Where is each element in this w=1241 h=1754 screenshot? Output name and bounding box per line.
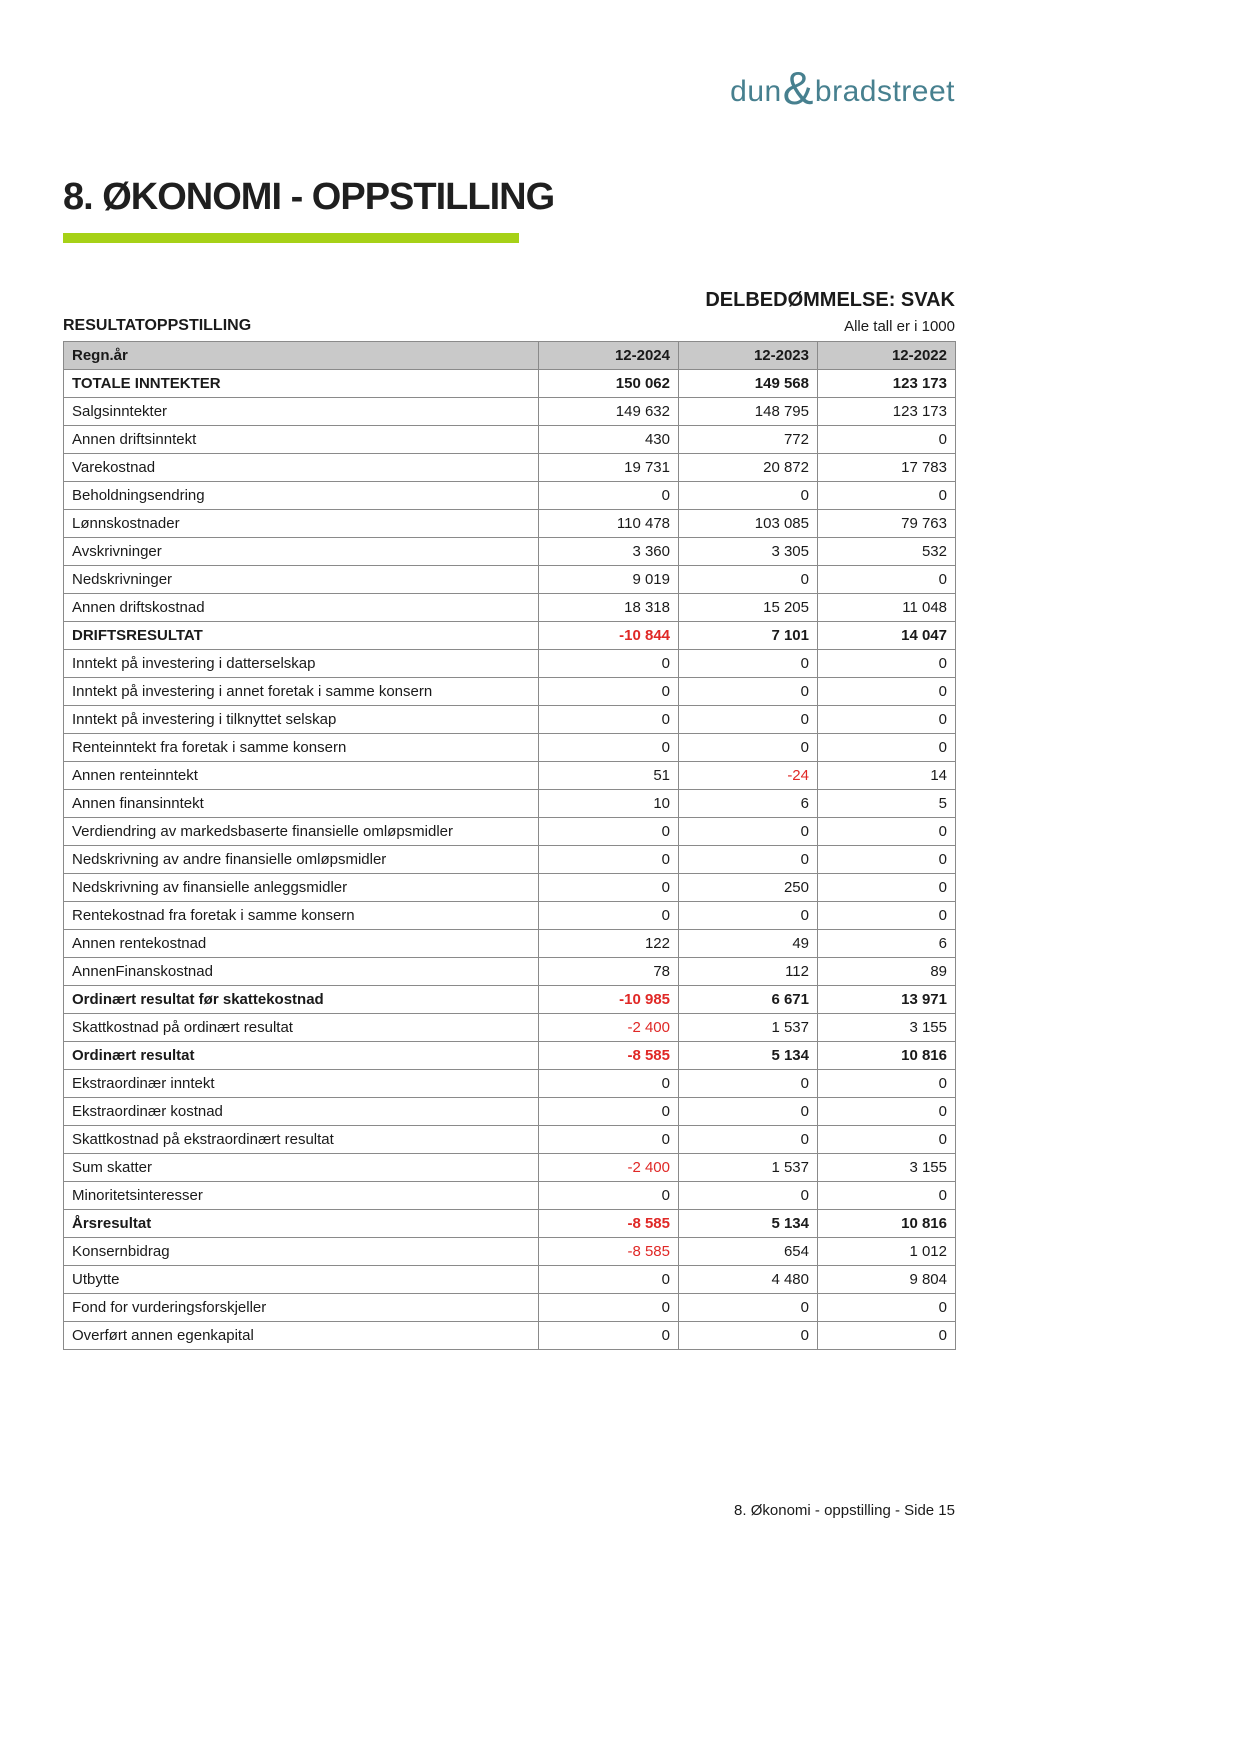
results-table (63, 341, 956, 1350)
cell-value: 0 (818, 650, 956, 678)
table-row (64, 930, 956, 958)
cell-value: 7 101 (679, 622, 818, 650)
row-label: Utbytte (64, 1266, 539, 1294)
cell-value: 148 795 (679, 398, 818, 426)
logo-word-bradstreet: bradstreet (814, 75, 955, 108)
table-header (64, 342, 956, 370)
cell-value: 0 (539, 1294, 679, 1322)
table-row (64, 846, 956, 874)
table-row (64, 538, 956, 566)
table-row (64, 734, 956, 762)
table-body (64, 370, 956, 1350)
table-row (64, 874, 956, 902)
cell-value: 78 (539, 958, 679, 986)
table-row (64, 1042, 956, 1070)
cell-value: 5 134 (679, 1210, 818, 1238)
table-row (64, 790, 956, 818)
row-label: Avskrivninger (64, 538, 539, 566)
table-row (64, 706, 956, 734)
table-row (64, 986, 956, 1014)
header-row (64, 342, 956, 370)
cell-value: 14 (818, 762, 956, 790)
row-label: Annen rentekostnad (64, 930, 539, 958)
row-label: Renteinntekt fra foretak i samme konsern (64, 734, 539, 762)
cell-value: 0 (539, 482, 679, 510)
row-label: Minoritetsinteresser (64, 1182, 539, 1210)
page-footer: 8. Økonomi - oppstilling - Side 15 (734, 1502, 955, 1519)
cell-value: 0 (539, 1098, 679, 1126)
cell-value: 0 (818, 902, 956, 930)
cell-value: 0 (818, 1070, 956, 1098)
logo-row (63, 62, 955, 114)
cell-value: 0 (818, 874, 956, 902)
cell-value: 250 (679, 874, 818, 902)
cell-value: 1 012 (818, 1238, 956, 1266)
row-label: Annen finansinntekt (64, 790, 539, 818)
cell-value: 3 155 (818, 1014, 956, 1042)
cell-value: 79 763 (818, 510, 956, 538)
table-row (64, 1210, 956, 1238)
cell-value: 0 (539, 846, 679, 874)
cell-value: -8 585 (539, 1042, 679, 1070)
cell-value: 5 134 (679, 1042, 818, 1070)
cell-value: 0 (679, 678, 818, 706)
cell-value: 6 (818, 930, 956, 958)
row-label: Nedskrivning av finansielle anleggsmidler (64, 874, 539, 902)
logo-word-dun: dun (730, 75, 782, 108)
cell-value: 51 (539, 762, 679, 790)
cell-value: -10 844 (539, 622, 679, 650)
table-caption-row (63, 317, 955, 335)
logo-ampersand-icon: & (782, 62, 814, 114)
column-header-year: 12-2024 (539, 342, 679, 370)
cell-value: 0 (679, 1098, 818, 1126)
cell-value: 4 480 (679, 1266, 818, 1294)
column-header-label: Regn.år (64, 342, 539, 370)
row-label: Ordinært resultat før skattekostnad (64, 986, 539, 1014)
table-row (64, 1014, 956, 1042)
assessment-label: DELBEDØMMELSE: SVAK (705, 289, 955, 311)
cell-value: 0 (818, 1098, 956, 1126)
cell-value: 110 478 (539, 510, 679, 538)
row-label: Inntekt på investering i tilknyttet selskap (64, 706, 539, 734)
row-label: DRIFTSRESULTAT (64, 622, 539, 650)
table-row (64, 454, 956, 482)
row-label: Varekostnad (64, 454, 539, 482)
cell-value: 0 (539, 650, 679, 678)
table-row (64, 622, 956, 650)
cell-value: 150 062 (539, 370, 679, 398)
cell-value: 0 (679, 902, 818, 930)
cell-value: 0 (818, 1322, 956, 1350)
table-row (64, 1238, 956, 1266)
cell-value: 0 (818, 1182, 956, 1210)
cell-value: 149 632 (539, 398, 679, 426)
cell-value: 0 (539, 902, 679, 930)
cell-value: 0 (818, 566, 956, 594)
title-accent-bar (63, 233, 519, 243)
cell-value: 14 047 (818, 622, 956, 650)
cell-value: 19 731 (539, 454, 679, 482)
cell-value: 103 085 (679, 510, 818, 538)
cell-value: 0 (818, 818, 956, 846)
cell-value: 3 360 (539, 538, 679, 566)
cell-value: 6 (679, 790, 818, 818)
table-row (64, 1322, 956, 1350)
cell-value: 0 (818, 678, 956, 706)
cell-value: -10 985 (539, 986, 679, 1014)
row-label: Nedskrivninger (64, 566, 539, 594)
row-label: AnnenFinanskostnad (64, 958, 539, 986)
cell-value: 9 019 (539, 566, 679, 594)
cell-value: 0 (818, 706, 956, 734)
cell-value: 49 (679, 930, 818, 958)
row-label: Annen driftskostnad (64, 594, 539, 622)
cell-value: 0 (679, 1294, 818, 1322)
cell-value: 5 (818, 790, 956, 818)
cell-value: 9 804 (818, 1266, 956, 1294)
cell-value: 532 (818, 538, 956, 566)
table-row (64, 1098, 956, 1126)
table-row (64, 678, 956, 706)
table-row (64, 1294, 956, 1322)
table-row (64, 762, 956, 790)
cell-value: 0 (818, 734, 956, 762)
cell-value: 0 (539, 1266, 679, 1294)
cell-value: 0 (679, 1070, 818, 1098)
units-note: Alle tall er i 1000 (844, 318, 955, 335)
cell-value: 0 (679, 706, 818, 734)
row-label: Årsresultat (64, 1210, 539, 1238)
table-row (64, 1266, 956, 1294)
cell-value: 0 (539, 706, 679, 734)
cell-value: 0 (679, 1322, 818, 1350)
table-row (64, 902, 956, 930)
cell-value: 0 (539, 874, 679, 902)
column-header-year: 12-2022 (818, 342, 956, 370)
cell-value: 654 (679, 1238, 818, 1266)
cell-value: 0 (818, 1294, 956, 1322)
cell-value: -8 585 (539, 1210, 679, 1238)
cell-value: 0 (818, 426, 956, 454)
row-label: Rentekostnad fra foretak i samme konsern (64, 902, 539, 930)
table-row (64, 482, 956, 510)
cell-value: 15 205 (679, 594, 818, 622)
table-row (64, 426, 956, 454)
cell-value: 0 (679, 818, 818, 846)
row-label: Ekstraordinær inntekt (64, 1070, 539, 1098)
row-label: Inntekt på investering i datterselskap (64, 650, 539, 678)
row-label: Overført annen egenkapital (64, 1322, 539, 1350)
row-label: Nedskrivning av andre finansielle omløpsmidler (64, 846, 539, 874)
row-label: Ordinært resultat (64, 1042, 539, 1070)
cell-value: 0 (679, 1126, 818, 1154)
cell-value: 6 671 (679, 986, 818, 1014)
table-row (64, 370, 956, 398)
row-label: Salgsinntekter (64, 398, 539, 426)
page-title: 8. ØKONOMI - OPPSTILLING (63, 176, 555, 218)
cell-value: 1 537 (679, 1154, 818, 1182)
cell-value: 0 (818, 846, 956, 874)
row-label: Sum skatter (64, 1154, 539, 1182)
table-row (64, 1126, 956, 1154)
row-label: Verdiendring av markedsbaserte finansielle omløpsmidler (64, 818, 539, 846)
cell-value: 1 537 (679, 1014, 818, 1042)
cell-value: 0 (539, 734, 679, 762)
cell-value: 0 (679, 734, 818, 762)
cell-value: 123 173 (818, 398, 956, 426)
table-row (64, 566, 956, 594)
table-row (64, 594, 956, 622)
table-row (64, 958, 956, 986)
table-row (64, 398, 956, 426)
row-label: Inntekt på investering i annet foretak i samme konsern (64, 678, 539, 706)
table-row (64, 510, 956, 538)
cell-value: 3 155 (818, 1154, 956, 1182)
table-row (64, 1154, 956, 1182)
cell-value: 18 318 (539, 594, 679, 622)
table-row (64, 650, 956, 678)
cell-value: 0 (679, 650, 818, 678)
row-label: Beholdningsendring (64, 482, 539, 510)
cell-value: 0 (679, 566, 818, 594)
cell-value: 10 816 (818, 1210, 956, 1238)
table-row (64, 1182, 956, 1210)
row-label: Annen renteinntekt (64, 762, 539, 790)
row-label: Konsernbidrag (64, 1238, 539, 1266)
page-content (63, 0, 955, 1350)
row-label: Skattkostnad på ekstraordinært resultat (64, 1126, 539, 1154)
cell-value: 0 (539, 1322, 679, 1350)
section-label: RESULTATOPPSTILLING (63, 317, 252, 334)
cell-value: 11 048 (818, 594, 956, 622)
cell-value: 10 816 (818, 1042, 956, 1070)
cell-value: 149 568 (679, 370, 818, 398)
cell-value: 0 (539, 1126, 679, 1154)
cell-value: 13 971 (818, 986, 956, 1014)
cell-value: 430 (539, 426, 679, 454)
row-label: TOTALE INNTEKTER (64, 370, 539, 398)
cell-value: 3 305 (679, 538, 818, 566)
row-label: Ekstraordinær kostnad (64, 1098, 539, 1126)
cell-value: 0 (818, 482, 956, 510)
cell-value: 20 872 (679, 454, 818, 482)
cell-value: -8 585 (539, 1238, 679, 1266)
cell-value: 772 (679, 426, 818, 454)
cell-value: 0 (539, 818, 679, 846)
cell-value: 17 783 (818, 454, 956, 482)
cell-value: 0 (539, 678, 679, 706)
cell-value: 0 (679, 846, 818, 874)
row-label: Annen driftsinntekt (64, 426, 539, 454)
cell-value: 10 (539, 790, 679, 818)
row-label: Fond for vurderingsforskjeller (64, 1294, 539, 1322)
cell-value: 0 (818, 1126, 956, 1154)
cell-value: 123 173 (818, 370, 956, 398)
cell-value: 122 (539, 930, 679, 958)
cell-value: -2 400 (539, 1154, 679, 1182)
dun-bradstreet-logo (730, 62, 955, 114)
cell-value: -2 400 (539, 1014, 679, 1042)
row-label: Skattkostnad på ordinært resultat (64, 1014, 539, 1042)
column-header-year: 12-2023 (679, 342, 818, 370)
cell-value: 0 (539, 1182, 679, 1210)
cell-value: 89 (818, 958, 956, 986)
row-label: Lønnskostnader (64, 510, 539, 538)
cell-value: 0 (679, 1182, 818, 1210)
table-row (64, 1070, 956, 1098)
cell-value: 112 (679, 958, 818, 986)
cell-value: 0 (679, 482, 818, 510)
cell-value: 0 (539, 1070, 679, 1098)
cell-value: -24 (679, 762, 818, 790)
table-row (64, 818, 956, 846)
